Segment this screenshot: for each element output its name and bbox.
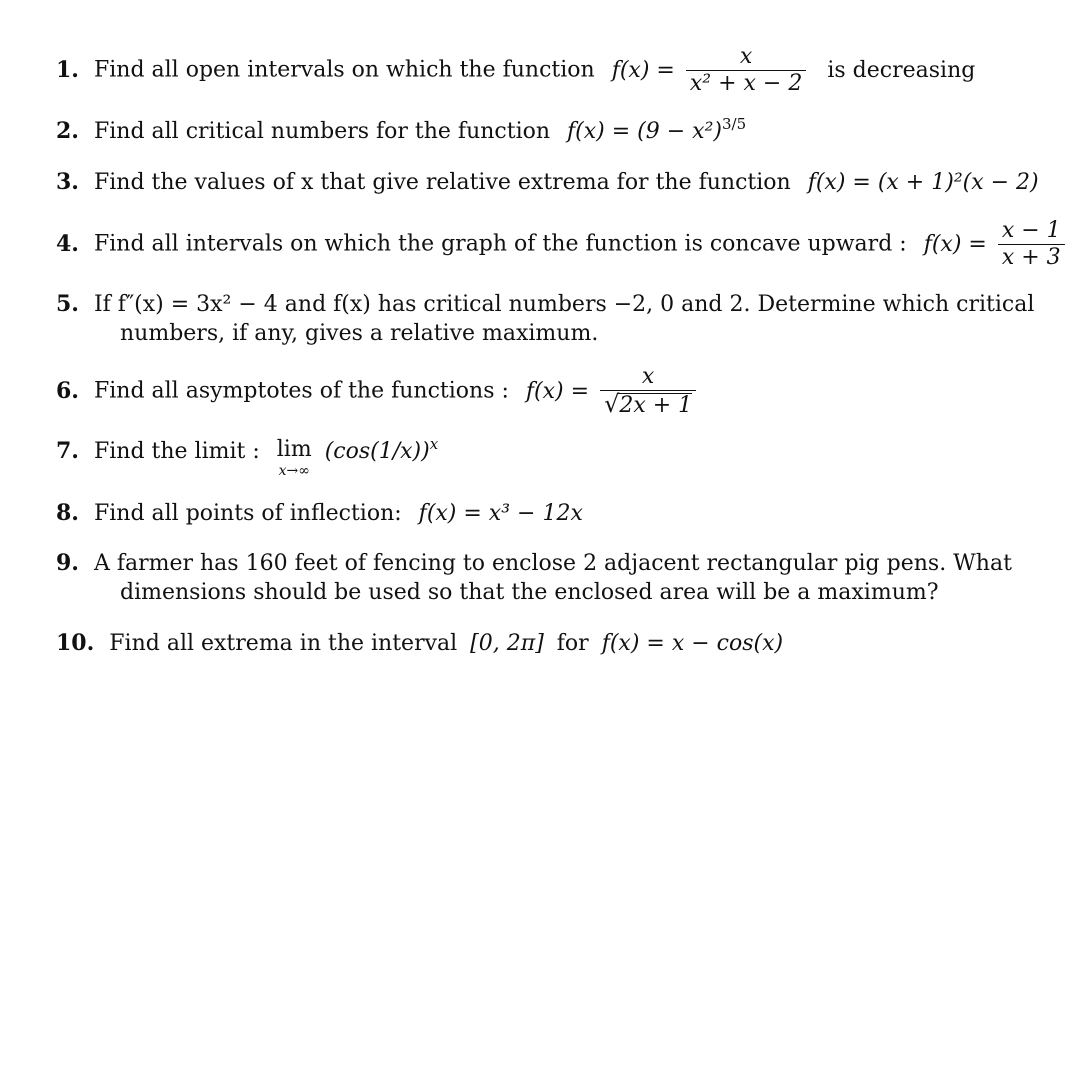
problem-number: 8. [56, 500, 79, 526]
square-root-icon: √ [604, 390, 620, 418]
problem-text: Find all extrema in the interval [109, 631, 458, 656]
problem-text: Find all asymptotes of the functions : [93, 378, 509, 404]
problem-text: Find the values of x that give relative extrema for the function [93, 170, 791, 195]
problem-number: 6. [56, 377, 79, 404]
fraction-numerator: x − 1 [998, 218, 1065, 245]
problem-text-line-2: numbers, if any, gives a relative maximum. [120, 321, 599, 346]
limit-subscript: x→∞ [278, 463, 310, 479]
problem-text: Find all points of inflection: [93, 501, 402, 526]
problem-text-line-1: If f″(x) = 3x² − 4 and f(x) has critical numbers −2, 0 and 2. Determine which critical [93, 292, 1035, 317]
problem-6 [56, 364, 1036, 419]
problem-1 [56, 44, 1036, 97]
problem-number: 4. [56, 230, 79, 257]
fraction-numerator: x [686, 44, 806, 71]
limit-word: lim [276, 437, 312, 462]
function-expression: f(x) = (x + 1)²(x − 2) [807, 170, 1039, 195]
function-expression: f(x) = x − cos(x) [601, 631, 784, 656]
function-expression: f(x) = x³ − 12x [418, 501, 583, 526]
problem-text: Find all intervals on which the graph of the function is concave upward : [93, 231, 907, 257]
limit-operator [277, 436, 312, 478]
fraction-denominator [600, 391, 696, 419]
problem-text: Find all open intervals on which the function [93, 57, 595, 83]
problem-number: 5. [56, 291, 79, 317]
fraction [600, 364, 696, 419]
problem-8 [56, 498, 1036, 529]
problem-3 [56, 167, 1039, 198]
problem-number: 2. [56, 118, 79, 144]
problem-4 [56, 218, 1061, 271]
exponent: x [429, 435, 439, 453]
problem-text-line-1: A farmer has 160 feet of fencing to enclose 2 adjacent rectangular pig pens. What [93, 551, 1012, 576]
problem-number: 7. [56, 438, 79, 464]
radicand: 2x + 1 [619, 393, 693, 418]
fraction [686, 44, 806, 97]
problem-5 [56, 289, 1036, 351]
problem-text: Find all critical numbers for the function [93, 119, 551, 144]
fraction-denominator: x + 3 [1001, 245, 1061, 270]
problem-10 [56, 628, 1036, 659]
problem-9 [56, 548, 1036, 610]
problem-number: 3. [56, 169, 79, 195]
problem-text-connector: for [556, 631, 589, 656]
fraction [998, 218, 1065, 271]
limit-expression: (cos(1/x)) [324, 439, 430, 464]
fraction-numerator: x [600, 364, 696, 391]
exponent: 3/5 [721, 115, 747, 133]
function-expression: f(x) = [611, 57, 675, 83]
problem-number: 10. [56, 630, 95, 656]
function-expression: f(x) = (9 − x²) [567, 119, 722, 144]
function-expression: f(x) = [923, 231, 987, 257]
problem-7 [56, 436, 1036, 478]
problem-number: 9. [56, 550, 79, 576]
problem-2 [56, 116, 1036, 147]
problem-text: Find the limit : [93, 439, 260, 464]
function-expression: f(x) = [525, 378, 590, 404]
problem-number: 1. [56, 56, 79, 83]
problem-text-suffix: is decreasing [827, 57, 976, 83]
fraction-denominator: x² + x − 2 [689, 71, 803, 96]
problem-text-line-2: dimensions should be used so that the enclosed area will be a maximum? [120, 580, 939, 605]
interval-expression: [0, 2π] [470, 631, 544, 656]
